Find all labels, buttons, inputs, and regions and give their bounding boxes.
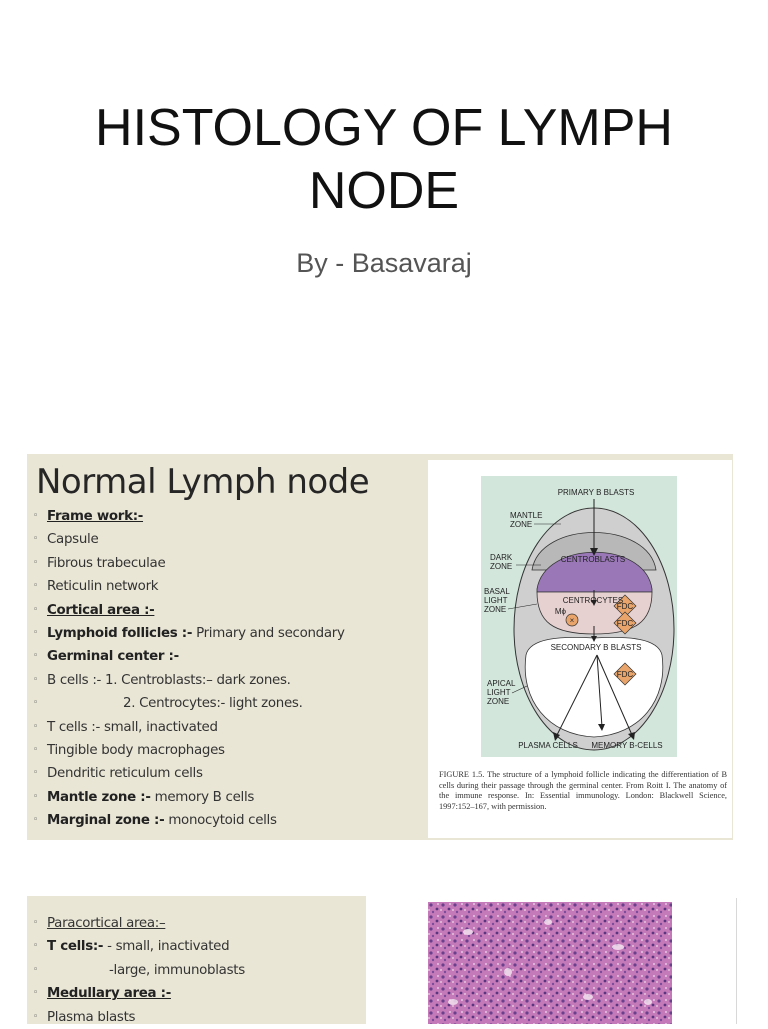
label-dark-zone-2: ZONE [490, 562, 513, 571]
title-line-2: NODE [308, 162, 460, 220]
bullet-icon: ◦ [33, 918, 39, 928]
bullet-icon: ◦ [33, 698, 39, 709]
list-item: ◦ -large, immunoblasts [33, 959, 363, 982]
svg-text:FDC: FDC [616, 670, 634, 679]
bullet-icon: ◦ [33, 744, 39, 755]
list-item: ◦ T cells :- small, inactivated [33, 716, 425, 739]
macrophage-x-icon: × [569, 616, 575, 625]
divider [736, 898, 737, 1024]
bullet-icon: ◦ [33, 534, 39, 545]
list-item: ◦ Capsule [33, 528, 425, 551]
bullet-icon: ◦ [33, 721, 39, 732]
list-item: ◦ Fibrous trabeculae [33, 552, 425, 575]
list-item: ◦ 2. Centrocytes:- light zones. [33, 692, 425, 715]
list-item: ◦ B cells :- 1. Centroblasts:– dark zones. [33, 669, 425, 692]
label-memory-b-cells: MEMORY B-CELLS [591, 741, 663, 750]
list-item: ◦ T cells:- - small, inactivated [33, 935, 363, 958]
bullet-icon: ◦ [33, 768, 39, 779]
label-dark-zone: DARK [490, 553, 513, 562]
label-primary-b-blasts: PRIMARY B BLASTS [557, 488, 635, 497]
title-line-1: HISTOLOGY OF LYMPH [95, 99, 673, 157]
list-item: ◦ Medullary area :- [33, 982, 363, 1005]
list-item: ◦ Marginal zone :- monocytoid cells [33, 809, 425, 832]
bullet-icon: ◦ [33, 964, 39, 975]
label-apical-light-zone-2: LIGHT [487, 688, 511, 697]
list-item: ◦ Cortical area :- [33, 599, 425, 622]
list-item: ◦ Tingible body macrophages [33, 739, 425, 762]
list-item: ◦ Paracortical area:– [33, 912, 363, 935]
list-item: ◦ Lymphoid follicles :- Primary and secondary [33, 622, 425, 645]
bullet-icon: ◦ [33, 1011, 39, 1022]
list-item: ◦ Plasma blasts [33, 1006, 363, 1029]
bullet-icon: ◦ [33, 627, 39, 638]
bullet-icon: ◦ [33, 511, 39, 521]
svg-text:FDC: FDC [616, 619, 634, 628]
label-centrocytes: CENTROCYTES [562, 596, 624, 605]
bullet-icon: ◦ [33, 604, 39, 615]
list-item: ◦ Reticulin network [33, 575, 425, 598]
label-plasma-cells: PLASMA CELLS [518, 741, 578, 750]
bullet-icon: ◦ [33, 815, 39, 826]
label-basal-light-zone: BASAL [484, 587, 510, 596]
label-mantle-zone-2: ZONE [510, 520, 533, 529]
label-basal-light-zone-3: ZONE [484, 605, 507, 614]
bullet-icon: ◦ [33, 557, 39, 568]
histology-image [428, 902, 672, 1024]
label-secondary-b-blasts: SECONDARY B BLASTS [550, 643, 642, 652]
list-item: ◦ Germinal center :- [33, 645, 425, 668]
author-line: By - Basavaraj [296, 248, 472, 278]
bullet-icon: ◦ [33, 941, 39, 952]
label-basal-light-zone-2: LIGHT [484, 596, 508, 605]
bullet-icon: ◦ [33, 988, 39, 999]
label-mantle-zone: MANTLE [510, 511, 543, 520]
slide-heading: Normal Lymph node [36, 462, 370, 502]
figure-caption: FIGURE 1.5. The structure of a lymphoid follicle indicating the differentiation of B cells during their passage through the germinal center. From Roitt I. The anatomy of the immune response. In: Essential immunology. London: Blackwell Science, 1997:152–167, with permission. [439, 770, 727, 811]
svg-text:FDC: FDC [616, 602, 634, 611]
bullet-icon: ◦ [33, 674, 39, 685]
bullet-icon: ◦ [33, 581, 39, 592]
list-item: ◦ Frame work:- [33, 505, 425, 528]
bullet-list-2 [33, 912, 363, 1029]
label-centroblasts: CENTROBLASTS [560, 555, 626, 564]
label-apical-light-zone: APICAL [487, 679, 516, 688]
bullet-icon: ◦ [33, 791, 39, 802]
label-apical-light-zone-3: ZONE [487, 697, 510, 706]
label-macrophage: Mϕ [554, 607, 566, 616]
list-item: ◦ Dendritic reticulum cells [33, 762, 425, 785]
list-item: ◦ Mantle zone :- memory B cells [33, 786, 425, 809]
bullet-icon: ◦ [33, 651, 39, 662]
